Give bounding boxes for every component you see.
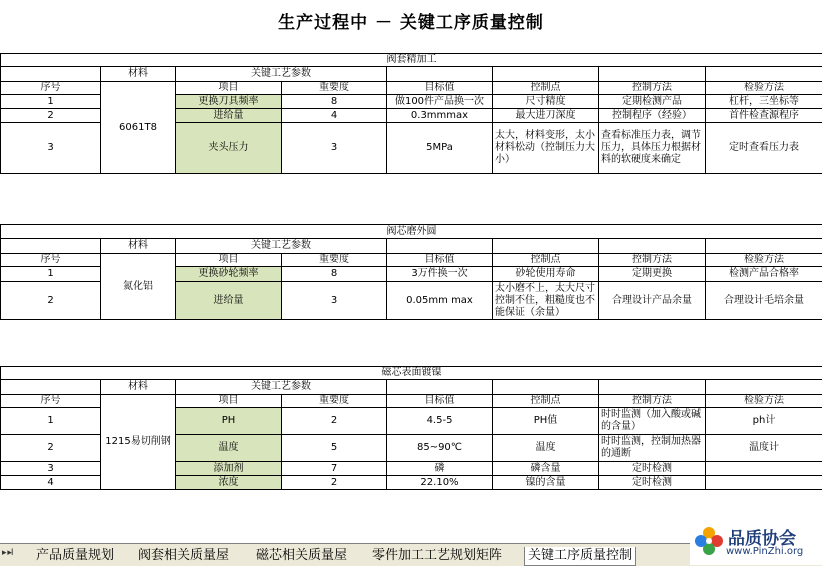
tab-part-process-matrix[interactable]: 零件加工工艺规划矩阵 — [372, 547, 502, 565]
tab-key-process-quality-control[interactable]: 关键工序质量控制 — [524, 547, 636, 566]
material-label: 材料 — [101, 239, 176, 254]
tab-scroll-arrows-icon[interactable]: ▸ ▸I — [2, 548, 13, 558]
table-row: 4 浓度 2 22.10% 镍的含量 定时检测 — [1, 476, 822, 490]
header-control-point: 控制点 — [493, 82, 599, 95]
table-row: 2 进给量 4 0.3mmmax 最大进刀深度 控制程序（经验） 首件检查源程序 — [1, 109, 822, 123]
tab-valve-sleeve-quality-house[interactable]: 阀套相关质量屋 — [138, 547, 229, 565]
header-no: 序号 — [1, 254, 101, 267]
table-row: 1 PH 2 4.5-5 PH值 时时监测（加入酸或碱的含量） ph计 — [1, 408, 822, 435]
header-control-point: 控制点 — [493, 395, 599, 408]
header-target: 目标值 — [387, 254, 493, 267]
param-label: 关键工艺参数 — [176, 67, 387, 82]
header-control-method: 控制方法 — [599, 254, 706, 267]
header-control-method: 控制方法 — [599, 82, 706, 95]
header-no: 序号 — [1, 395, 101, 408]
header-control-point: 控制点 — [493, 254, 599, 267]
param-label: 关键工艺参数 — [176, 239, 387, 254]
header-item: 项目 — [176, 82, 282, 95]
header-control-method: 控制方法 — [599, 395, 706, 408]
material-label: 材料 — [101, 380, 176, 395]
tab-magnetic-core-quality-house[interactable]: 磁芯相关质量屋 — [256, 547, 347, 565]
material-cell: 1215易切削钢 — [101, 395, 176, 490]
flower-logo-icon — [694, 526, 724, 556]
material-cell: 氮化铝 — [101, 254, 176, 320]
table-row: 2 进给量 3 0.05mm max 太小磨不上，太大尺寸控制不住，粗糙度也不能保证（余量） 合理设计产品余量 合理设计毛培余量 — [1, 282, 822, 320]
header-importance: 重要度 — [282, 254, 387, 267]
table-row: 2 温度 5 85~90℃ 温度 时时监测，控制加热器的通断 温度计 — [1, 435, 822, 462]
watermark-name: 品质协会 — [728, 524, 796, 549]
section-table-3 — [0, 366, 822, 490]
watermark-logo — [690, 522, 822, 565]
header-item: 项目 — [176, 254, 282, 267]
section-table-2 — [0, 224, 822, 320]
page-title: 生产过程中 － 关键工序质量控制 — [0, 8, 822, 33]
header-target: 目标值 — [387, 395, 493, 408]
section-table-1 — [0, 53, 822, 174]
header-importance: 重要度 — [282, 82, 387, 95]
header-inspection: 检验方法 — [706, 254, 822, 267]
tab-product-quality-planning[interactable]: 产品质量规划 — [36, 547, 114, 565]
watermark-url: www.PinZhi.org — [726, 546, 803, 557]
table-row: 3 添加剂 7 磷 磷含量 定时检测 — [1, 462, 822, 476]
param-label: 关键工艺参数 — [176, 380, 387, 395]
table-row: 3 夹头压力 3 5MPa 太大，材料变形，太小材料松动（控制压力大小） 查看标准压力表，调节压力，具体压力根据材料的软硬度来确定 定时查看压力表 — [1, 123, 822, 174]
material-label: 材料 — [101, 67, 176, 82]
section-name: 阀芯磨外圆 — [1, 225, 822, 239]
header-no: 序号 — [1, 82, 101, 95]
table-row: 1 更换刀具频率 8 做100件产品换一次 尺寸精度 定期检测产品 杠杆，三坐标等 — [1, 95, 822, 109]
header-importance: 重要度 — [282, 395, 387, 408]
section-name: 磁芯表面镀镍 — [1, 367, 822, 380]
material-cell: 6061T8 — [101, 82, 176, 174]
header-target: 目标值 — [387, 82, 493, 95]
header-inspection: 检验方法 — [706, 395, 822, 408]
header-item: 项目 — [176, 395, 282, 408]
header-inspection: 检验方法 — [706, 82, 822, 95]
table-row: 1 更换砂轮频率 8 3万件换一次 砂轮使用寿命 定期更换 检测产品合格率 — [1, 267, 822, 282]
section-name: 阀套精加工 — [1, 54, 822, 67]
